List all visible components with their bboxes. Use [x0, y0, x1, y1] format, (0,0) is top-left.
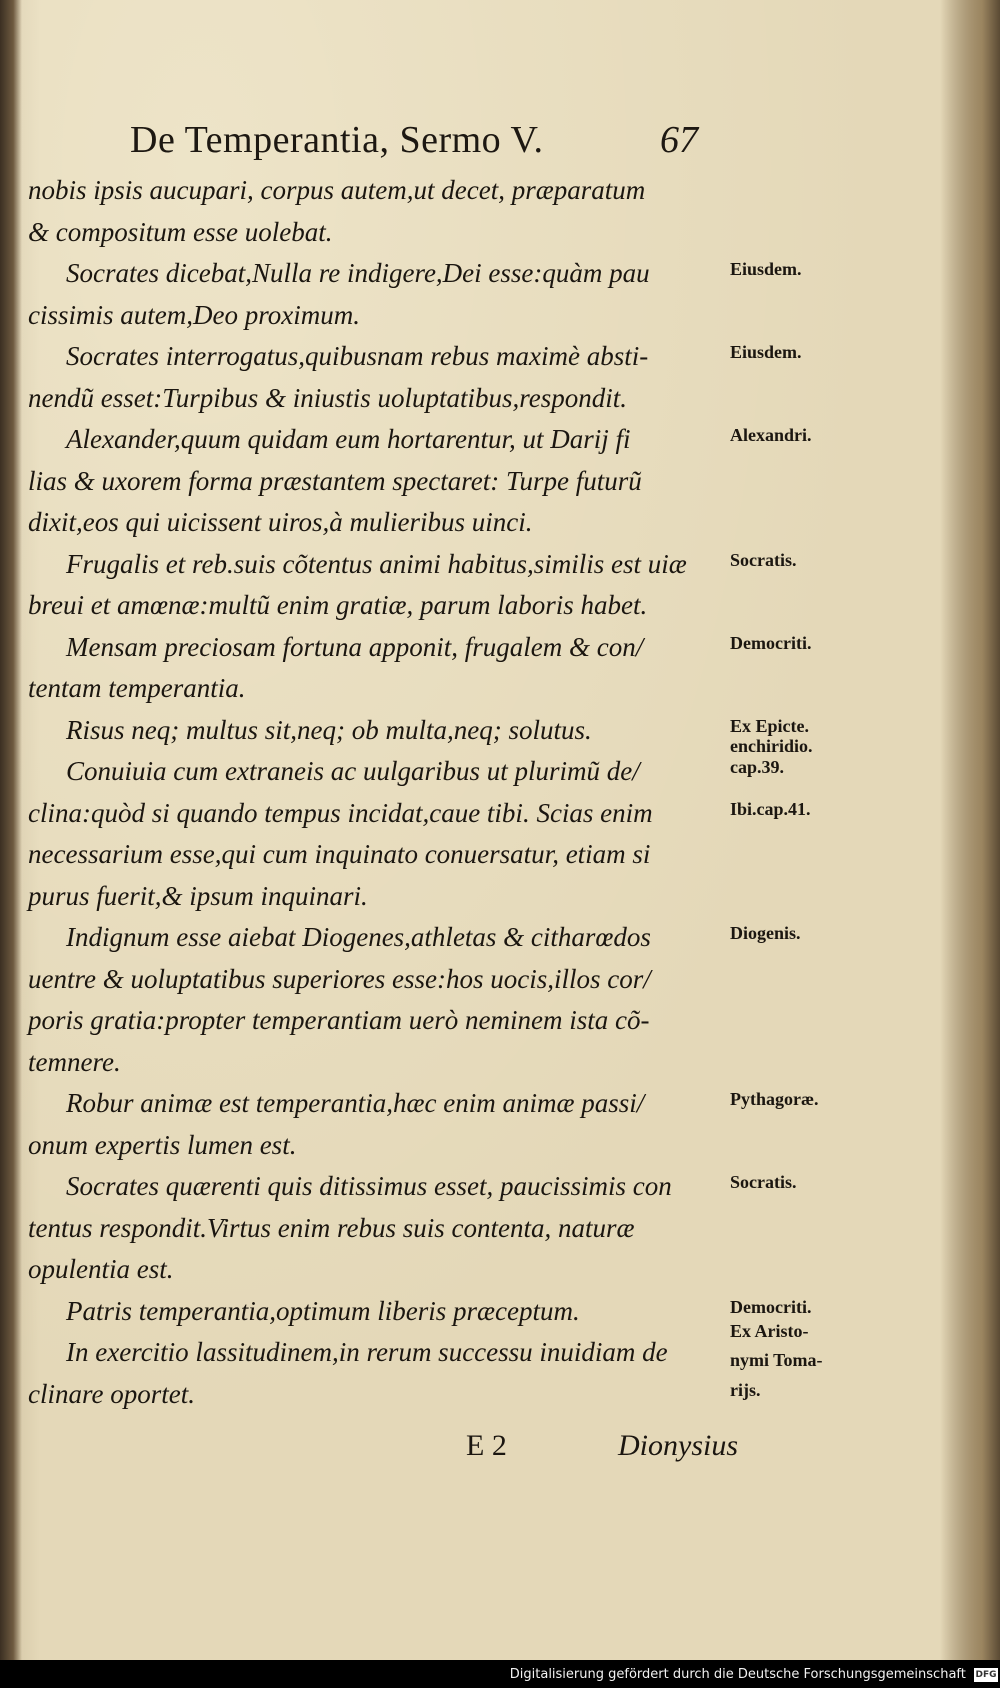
text-line: Risus neq; multus sit,neq; ob multa,neq; solutus. — [66, 714, 592, 745]
text-line: Mensam preciosam fortuna apponit, frugalem & con/ — [66, 631, 644, 662]
text-line: onum expertis lumen est. — [28, 1129, 297, 1160]
text-line: Conuiuia cum extraneis ac uulgaribus ut plurimũ de/ — [66, 756, 640, 786]
text-line: opulentia est. — [28, 1254, 174, 1284]
page-edge — [940, 0, 1000, 1660]
margin-note: Ex Aristo- — [730, 1321, 809, 1342]
body-text — [28, 170, 738, 1415]
text-line: Socrates dicebat,Nulla re indigere,Dei esse:quàm pau — [66, 258, 650, 288]
text-line: tentus respondit.Virtus enim rebus suis contenta, naturæ — [28, 1212, 635, 1243]
margin-note: enchiridio. — [730, 736, 813, 757]
margin-note: Eiusdem. — [730, 342, 802, 362]
text-line: Socrates interrogatus,quibusnam rebus maximè absti- — [66, 341, 649, 371]
text-line: & compositum esse uolebat. — [28, 216, 333, 247]
text-line: cissimis autem,Deo proximum. — [28, 299, 360, 330]
text-line: Patris temperantia,optimum liberis præceptum. — [66, 1295, 580, 1326]
margin-note: Diogenis. — [730, 923, 801, 943]
page-footer — [0, 1425, 1000, 1485]
text-line: breui et amœnæ:multũ enim gratiæ, parum laboris habet. — [28, 590, 648, 620]
text-line: Socrates quærenti quis ditissimus esset, paucissimis con — [66, 1171, 672, 1201]
credit-text: Digitalisierung gefördert durch die Deutsche Forschungsgemeinschaft — [509, 1667, 966, 1682]
text-line: Robur animæ est temperantia,hæc enim animæ passi/ — [66, 1088, 645, 1118]
text-line: tentam temperantia. — [28, 673, 246, 703]
text-line: uentre & uoluptatibus superiores esse:hos uocis,illos cor/ — [28, 963, 651, 994]
text-line: In exercitio lassitudinem,in rerum successu inuidiam de — [66, 1337, 668, 1367]
text-line: necessarium esse,qui cum inquinato conuersatur, etiam si — [28, 839, 651, 869]
text-line: poris gratia:propter temperantiam uerò neminem ista cõ- — [28, 1005, 650, 1035]
margin-note: Democriti. — [730, 1296, 812, 1317]
page-gutter — [0, 0, 22, 1660]
running-head-title: De Temperantia, Sermo V. — [130, 119, 544, 161]
text-line: Alexander,quum quidam eum hortarentur, ut Darij fi — [66, 424, 631, 454]
margin-note: Democriti. — [730, 632, 812, 653]
margin-note: Pythagoræ. — [730, 1089, 819, 1109]
text-line: nobis ipsis aucupari, corpus autem,ut decet, præparatum — [28, 175, 646, 205]
margin-note: nymi Toma- — [730, 1350, 823, 1371]
page-number: 67 — [660, 119, 698, 161]
text-line: Indignum esse aiebat Diogenes,athletas & citharœdos — [66, 922, 651, 952]
running-head — [130, 118, 750, 168]
margin-note: Eiusdem. — [730, 259, 802, 279]
text-line: Frugalis et reb.suis cõtentus animi habitus,similis est uiæ — [66, 548, 687, 579]
dfg-logo-icon: DFG — [975, 1669, 997, 1680]
digitization-credit — [0, 1664, 998, 1686]
text-line: lias & uxorem forma præstantem spectaret: Turpe futurũ — [28, 465, 642, 496]
catchword: Dionysius — [618, 1429, 738, 1462]
margin-note: cap.39. — [730, 757, 784, 777]
text-line: clinare oportet. — [28, 1378, 195, 1409]
signature-mark: E 2 — [466, 1429, 507, 1462]
text-line: temnere. — [28, 1046, 121, 1077]
text-line: purus fuerit,& ipsum inquinari. — [28, 880, 368, 911]
margin-note: Ex Epicte. — [730, 715, 809, 736]
margin-note: Socratis. — [730, 549, 797, 570]
margin-note: Ibi.cap.41. — [730, 798, 811, 819]
margin-note: Socratis. — [730, 1172, 797, 1192]
margin-note: Alexandri. — [730, 425, 812, 445]
text-line: nendũ esset:Turpibus & iniustis uoluptatibus,respondit. — [28, 382, 628, 413]
margin-note: rijs. — [730, 1379, 761, 1400]
text-line: dixit,eos qui uicissent uiros,à mulieribus uinci. — [28, 507, 533, 537]
text-line: clina:quòd si quando tempus incidat,caue tibi. Scias enim — [28, 797, 653, 828]
